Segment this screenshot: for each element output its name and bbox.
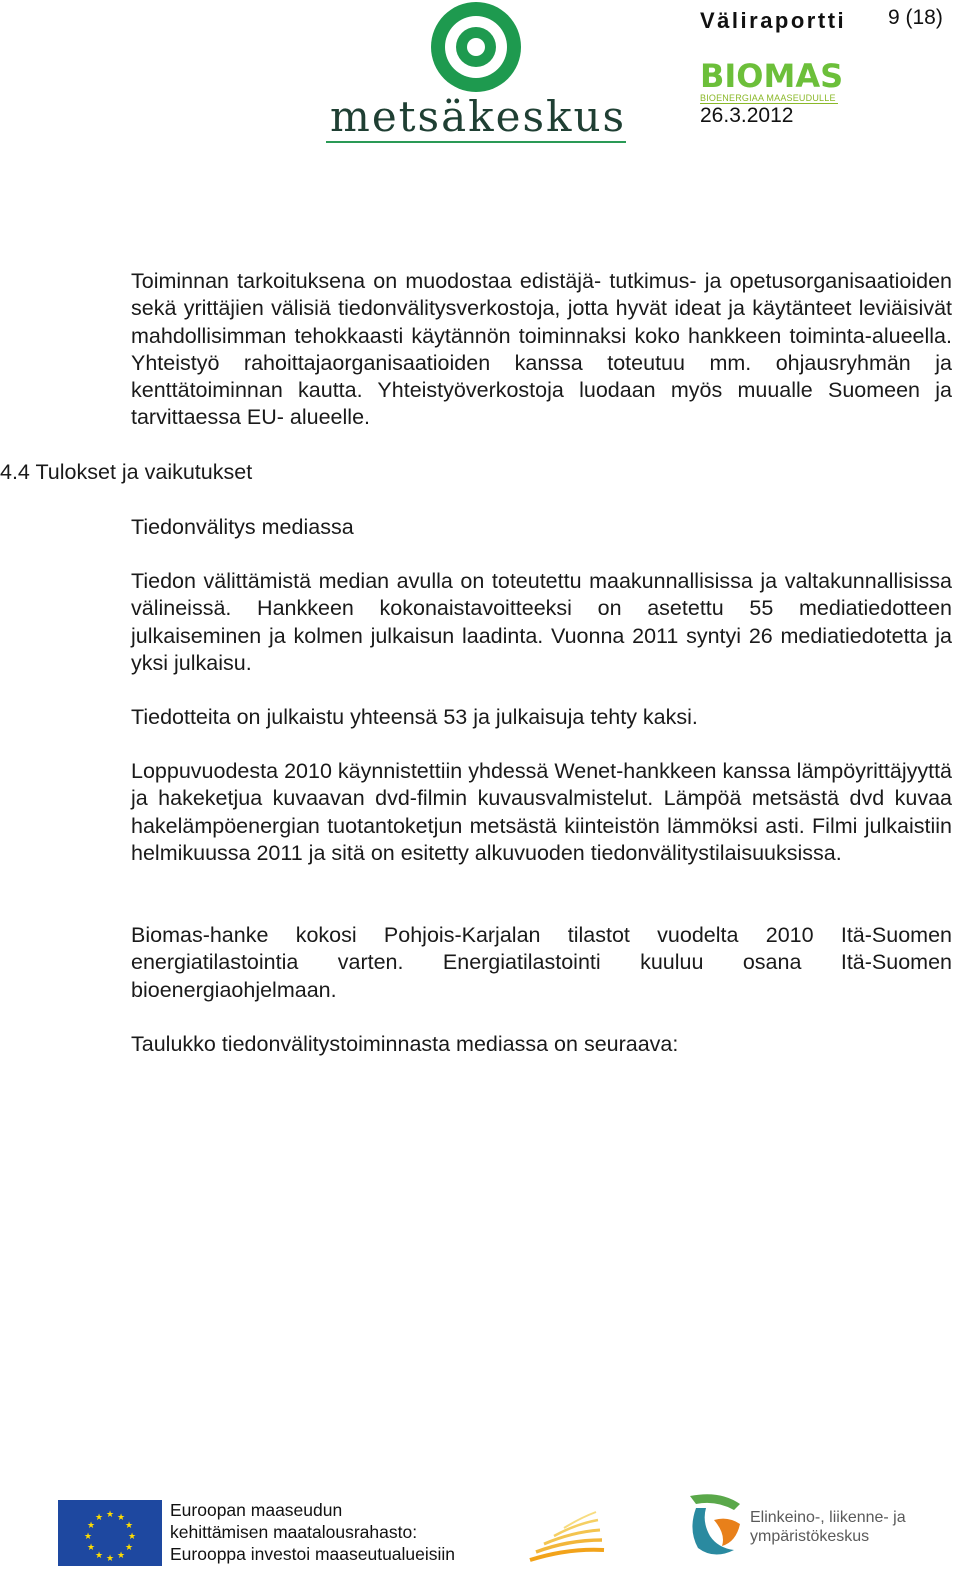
biomas-wordmark: BIOMAS [700,57,844,95]
eu-flag-logo [58,1500,162,1566]
eu-caption-line: Euroopan maaseudun [170,1500,343,1520]
paragraph: Loppuvuodesta 2010 käynnistettiin yhdessä Wenet-hankkeen kanssa lämpöyrittäjyyttä ja hakeketjua kuvaavan dvd-filmin kuvausvalmistelut. Lämpöä metsästä dvd kuvaa hakelämpöenergian tuotantoketjun metsästä kiinteistön lämmöksi asti. Filmi julkaistiin helmikuussa 2011 ja sitä on esitetty alkuvuoden tiedonvälitystilaisuuksissa. [131,759,952,865]
eu-caption-line: kehittämisen maatalousrahasto: [170,1522,418,1542]
logo-underline [326,141,626,143]
svg-text:★: ★ [94,1551,104,1561]
ely-caption [750,1508,906,1546]
svg-text:★: ★ [124,1521,134,1531]
paragraph: Taulukko tiedonvälitystoiminnasta mediassa on seuraava: [131,1032,679,1056]
svg-text:★: ★ [86,1521,96,1531]
intro-paragraph: Toiminnan tarkoituksena on muodostaa edistäjä- tutkimus- ja opetusorganisaatioiden sekä yrittäjien välisiä tiedonvälitysverkostoja, jotta hyvät ideat ja käytänteet leviäisivät mahdollisimman tehokkaasti käytännön toiminnaksi koko hankkeen toiminta-alueella. Yhteistyö rahoittajaorganisaatioiden kanssa toteutuu mm. ohjausryhmän ja kenttätoiminnan kautta. Yhteistyöverkostoja luodaan myös muualle Suomeen ja tarvittaessa EU- alueelle. [131,269,952,430]
subsection-heading: Tiedonvälitys mediassa [131,515,354,539]
leader-logo [528,1500,608,1566]
page-number: 9 (18) [888,6,943,29]
paragraph: Tiedon välittämistä median avulla on toteutettu maakunnallisissa ja valtakunnallisissa välineissä. Hankkeen kokonaistavoitteeksi on asetettu 55 mediatiedotteen julkaiseminen ja kolmen julkaisun laadinta. Vuonna 2011 syntyi 26 mediatiedotetta ja yksi julkaisu. [131,569,952,675]
document-date: 26.3.2012 [700,104,794,127]
ely-logo [684,1490,748,1558]
logo-wordmark: metsäkeskus [330,92,627,141]
paragraph: Biomas-hanke kokosi Pohjois-Karjalan tilastot vuodelta 2010 Itä-Suomen energiatilastointia varten. Energiatilastointi kuuluu osana Itä-Suomen bioenergiaohjelmaan. [131,923,952,1002]
svg-text:★: ★ [105,1510,115,1520]
svg-text:★: ★ [127,1532,137,1542]
svg-text:★: ★ [94,1513,104,1523]
eu-stars-icon [58,1500,162,1566]
biomas-logo [700,57,845,104]
ely-emblem-icon [684,1490,748,1558]
ely-caption-line: Elinkeino-, liikenne- ja [750,1509,906,1526]
metsakeskus-logo [322,0,632,150]
ely-caption-line: ympäristökeskus [750,1528,870,1545]
document-type: Väliraportti [700,8,847,33]
svg-text:★: ★ [116,1513,126,1523]
paragraph: Tiedotteita on julkaistu yhteensä 53 ja julkaisuja tehty kaksi. [131,705,698,729]
svg-text:★: ★ [105,1554,115,1564]
svg-text:★: ★ [83,1532,93,1542]
eu-caption-line: Eurooppa investoi maaseutualueisiin [170,1544,456,1564]
biomas-tagline: BIOENERGIAA MAASEUDULLE [700,93,838,104]
svg-text:★: ★ [124,1543,134,1553]
leader-stripes-icon [528,1500,608,1566]
target-icon [322,0,632,100]
eu-fund-caption [170,1499,455,1565]
section-heading: 4.4 Tulokset ja vaikutukset [0,460,253,484]
svg-text:★: ★ [116,1551,126,1561]
svg-text:★: ★ [86,1543,96,1553]
